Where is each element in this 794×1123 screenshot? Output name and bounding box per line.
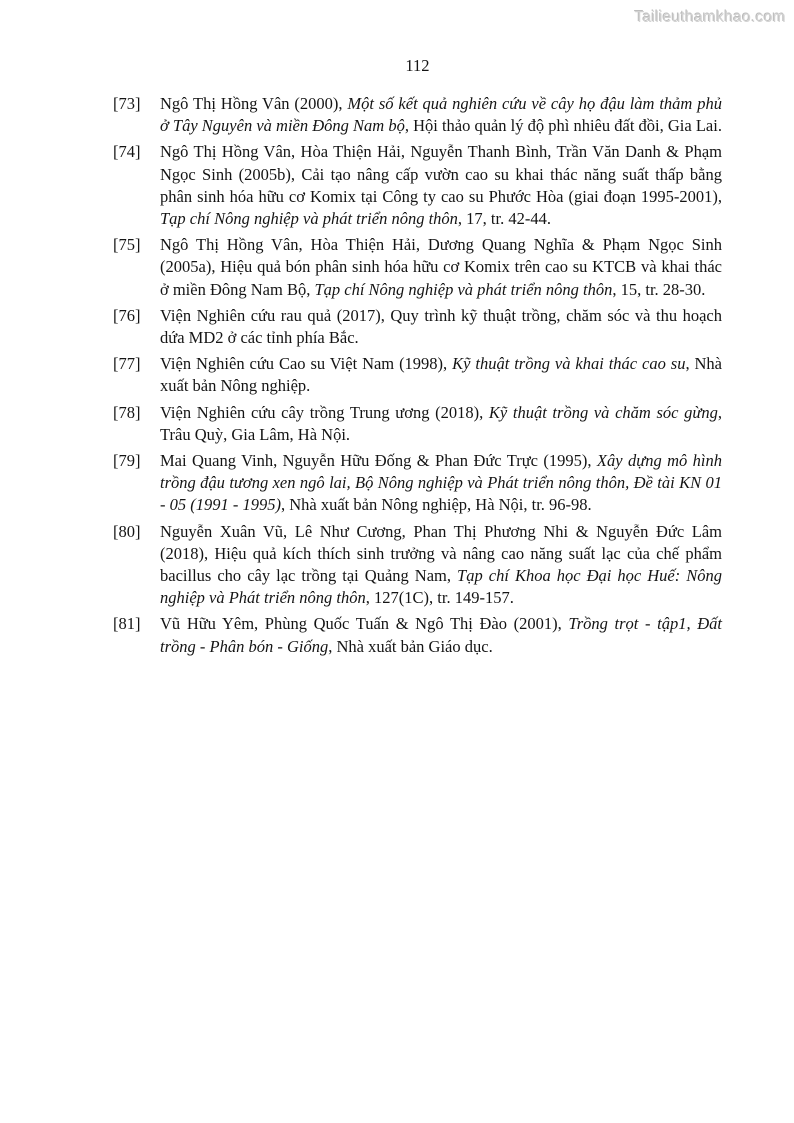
- reference-text: Mai Quang Vinh, Nguyễn Hữu Đống & Phan Đức Trực (1995), Xây dựng mô hình trồng đậu tương xen ngô lai, Bộ Nông nghiệp và Phát triển nông thôn, Đề tài KN 01 - 05 (1991 - 1995), Nhà xuất bản Nông nghiệp, Hà Nội, tr. 96-98.: [160, 451, 723, 515]
- reference-text: Nguyễn Xuân Vũ, Lê Như Cương, Phan Thị Phương Nhi & Nguyễn Đức Lâm (2018), Hiệu quả kích thích sinh trưởng và nâng cao năng suất lạc của chế phẩm bacillus cho cây lạc trồng tại Quảng Nam, Tạp chí Khoa học Đại học Huế: Nông nghiệp và Phát triển nông thôn, 127(1C), tr. 149-157.: [160, 521, 722, 608]
- reference-number: [78]: [113, 402, 141, 422]
- page-number: 112: [405, 56, 430, 75]
- watermark: Tailieuthamkhao.com: [634, 9, 786, 26]
- reference-number: [74]: [113, 142, 141, 162]
- reference-item: [113, 93, 722, 137]
- reference-text: Vũ Hữu Yêm, Phùng Quốc Tuấn & Ngô Thị Đào (2001), Trồng trọt - tập1, Đất trồng - Phân bón - Giống, Nhà xuất bản Giáo dục.: [160, 614, 722, 656]
- reference-text: Viện Nghiên cứu cây trồng Trung ương (2018), Kỹ thuật trồng và chăm sóc gừng, Trâu Quỳ, Gia Lâm, Hà Nội.: [160, 402, 722, 444]
- reference-number: [76]: [113, 305, 141, 325]
- reference-number: [73]: [113, 94, 141, 113]
- reference-text: Ngô Thị Hồng Vân, Hòa Thiện Hải, Nguyễn Thanh Bình, Trần Văn Danh & Phạm Ngọc Sinh (2005b), Cải tạo nâng cấp vườn cao su khai thác năng suất thấp bằng phân sinh hóa hữu cơ Komix tại Công ty cao su Phước Hòa (giai đoạn 1995-2001), Tạp chí Nông nghiệp và phát triển nông thôn, 17, tr. 42-44.: [160, 142, 722, 229]
- reference-list: [113, 93, 722, 662]
- reference-item: [113, 353, 722, 397]
- reference-text: Viện Nghiên cứu rau quả (2017), Quy trình kỹ thuật trồng, chăm sóc và thu hoạch dứa MD2 ở các tỉnh phía Bắc.: [160, 305, 722, 348]
- reference-item: [113, 305, 722, 349]
- reference-text: Ngô Thị Hồng Vân (2000), Một số kết quả nghiên cứu về cây họ đậu làm thảm phủ ở Tây Nguyên và miền Đông Nam bộ, Hội thảo quản lý độ phì nhiêu đất đồi, Gia Lai.: [160, 94, 722, 136]
- reference-item: [113, 521, 722, 610]
- reference-number: [80]: [113, 521, 141, 541]
- reference-item: [113, 234, 722, 301]
- reference-item: [113, 141, 722, 230]
- reference-item: [113, 402, 722, 446]
- reference-number: [75]: [113, 235, 141, 255]
- reference-number: [79]: [113, 451, 141, 471]
- reference-text: Viện Nghiên cứu Cao su Việt Nam (1998), Kỹ thuật trồng và khai thác cao su, Nhà xuất bản Nông nghiệp.: [160, 354, 722, 396]
- reference-number: [81]: [113, 614, 141, 634]
- reference-text: Ngô Thị Hồng Vân, Hòa Thiện Hải, Dương Quang Nghĩa & Phạm Ngọc Sinh (2005a), Hiệu quả bón phân sinh hóa hữu cơ Komix trên cao su KTCB và khai thác ở miền Đông Nam Bộ, Tạp chí Nông nghiệp và phát triển nông thôn, 15, tr. 28-30.: [160, 235, 722, 299]
- reference-item: [113, 613, 722, 657]
- reference-number: [77]: [113, 354, 141, 374]
- reference-item: [113, 450, 722, 517]
